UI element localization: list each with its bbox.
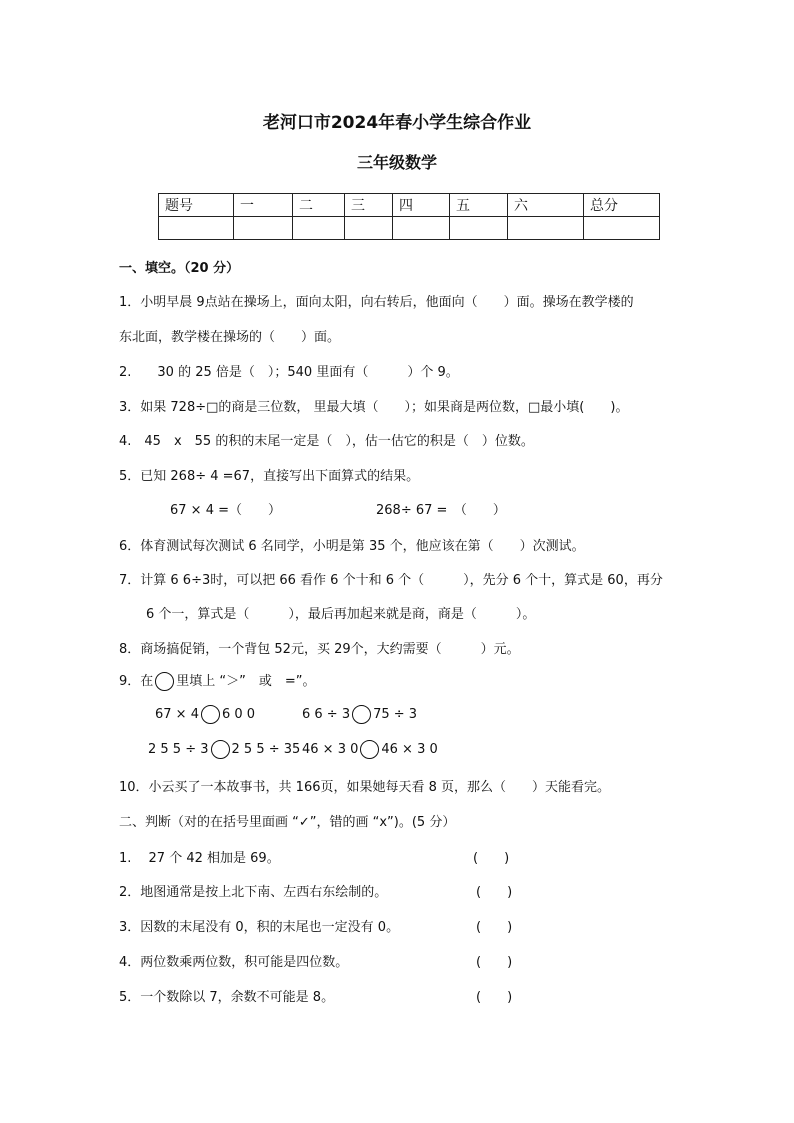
question-line: 8．商场搞促销，一个背包 52元，买 29个，大约需要（ ）元。	[119, 642, 520, 657]
compare-right: 46 × 3 0	[381, 742, 438, 757]
compare-left: 2 5 5 ÷ 3	[148, 742, 209, 757]
score-header-cell: 四	[393, 194, 450, 217]
compare-circle-icon[interactable]	[352, 705, 371, 724]
compare-left: 46 × 3 0	[302, 742, 359, 757]
score-cell	[345, 217, 393, 240]
page-subtitle: 三年级数学	[356, 153, 437, 172]
score-table	[158, 193, 660, 240]
section2-heading: 二、判断（对的在括号里面画 “✓”，错的画 “x”)。(5 分）	[119, 815, 456, 830]
question-line: 1．小明早晨 9点站在操场上，面向太阳，向右转后，他面向（ ）面。操场在教学楼的	[119, 295, 634, 310]
score-header-cell: 二	[293, 194, 345, 217]
judge-item: 3．因数的末尾没有 0，积的末尾也一定没有 0。	[119, 920, 400, 935]
score-cell	[234, 217, 293, 240]
compare-left: 6 6 ÷ 3	[302, 707, 351, 722]
question-line: 7．计算 6 6÷3时，可以把 66 看作 6 个十和 6 个（ ），先分 6 个十，算式是 60，再分	[119, 573, 663, 588]
judge-item: 2．地图通常是按上北下南、左西右东绘制的。	[119, 885, 388, 900]
question-line: 3．如果 728÷□的商是三位数， 里最大填（ ）；如果商是两位数，□最小填( )。	[119, 400, 629, 415]
score-header-cell: 六	[508, 194, 584, 217]
score-header-cell: 题号	[159, 194, 234, 217]
judge-blank[interactable]: ( )	[473, 851, 510, 866]
compare-item	[302, 705, 417, 724]
question-line: 2. 30 的 25 倍是（ ）；540 里面有（ ）个 9。	[119, 365, 459, 380]
question-subline: 268÷ 67 = （ ）	[376, 503, 506, 518]
judge-item: 4．两位数乘两位数，积可能是四位数。	[119, 955, 349, 970]
q9-suffix: 里填上 “＞” 或 =”。	[176, 674, 316, 689]
compare-item	[302, 740, 438, 759]
score-cell	[293, 217, 345, 240]
compare-item	[155, 705, 255, 724]
score-cell	[584, 217, 660, 240]
question-line: 6 个一，算式是（ ），最后再加起来就是商，商是（ ）。	[146, 607, 536, 622]
question-line: 5．已知 268÷ 4 =67，直接写出下面算式的结果。	[119, 469, 420, 484]
score-cell	[159, 217, 234, 240]
compare-right: 6 0 0	[221, 707, 256, 722]
compare-item	[148, 740, 300, 759]
question-line: 4. 45 x 55 的积的末尾一定是（ ），估一估它的积是（ ）位数。	[119, 434, 534, 449]
judge-blank[interactable]: ( )	[476, 920, 513, 935]
compare-circle-icon[interactable]	[201, 705, 220, 724]
judge-blank[interactable]: ( )	[476, 885, 513, 900]
page-title: 老河口市2024年春小学生综合作业	[262, 113, 532, 133]
compare-circle-icon[interactable]	[211, 740, 230, 759]
compare-left: 67 × 4	[155, 707, 199, 722]
score-header-cell: 三	[345, 194, 393, 217]
judge-item: 1. 27 个 42 相加是 69。	[119, 851, 280, 866]
score-cell	[508, 217, 584, 240]
score-table-header-row	[159, 194, 660, 217]
question-subline: 67 × 4 =（ ）	[170, 503, 281, 518]
q9-prefix: 9．在	[119, 674, 154, 689]
section1-heading: 一、填空。（20 分）	[119, 261, 240, 276]
compare-right: 75 ÷ 3	[373, 707, 418, 722]
judge-blank[interactable]: ( )	[476, 990, 513, 1005]
score-table-blank-row	[159, 217, 660, 240]
q9-instruction	[119, 670, 316, 691]
score-header-cell: 一	[234, 194, 293, 217]
score-cell	[450, 217, 508, 240]
question-line: 10．小云买了一本故事书，共 166页，如果她每天看 8 页，那么（ ）天能看完。	[119, 780, 611, 795]
judge-blank[interactable]: ( )	[476, 955, 513, 970]
compare-right: 2 5 5 ÷ 35	[231, 742, 301, 757]
compare-circle-icon	[155, 672, 174, 691]
judge-item: 5．一个数除以 7，余数不可能是 8。	[119, 990, 335, 1005]
score-header-cell: 总分	[584, 194, 660, 217]
compare-circle-icon[interactable]	[360, 740, 379, 759]
question-line: 6．体育测试每次测试 6 名同学，小明是第 35 个，他应该在第（ ）次测试。	[119, 539, 585, 554]
question-line: 东北面，教学楼在操场的（ ）面。	[119, 330, 341, 345]
score-header-cell: 五	[450, 194, 508, 217]
score-cell	[393, 217, 450, 240]
